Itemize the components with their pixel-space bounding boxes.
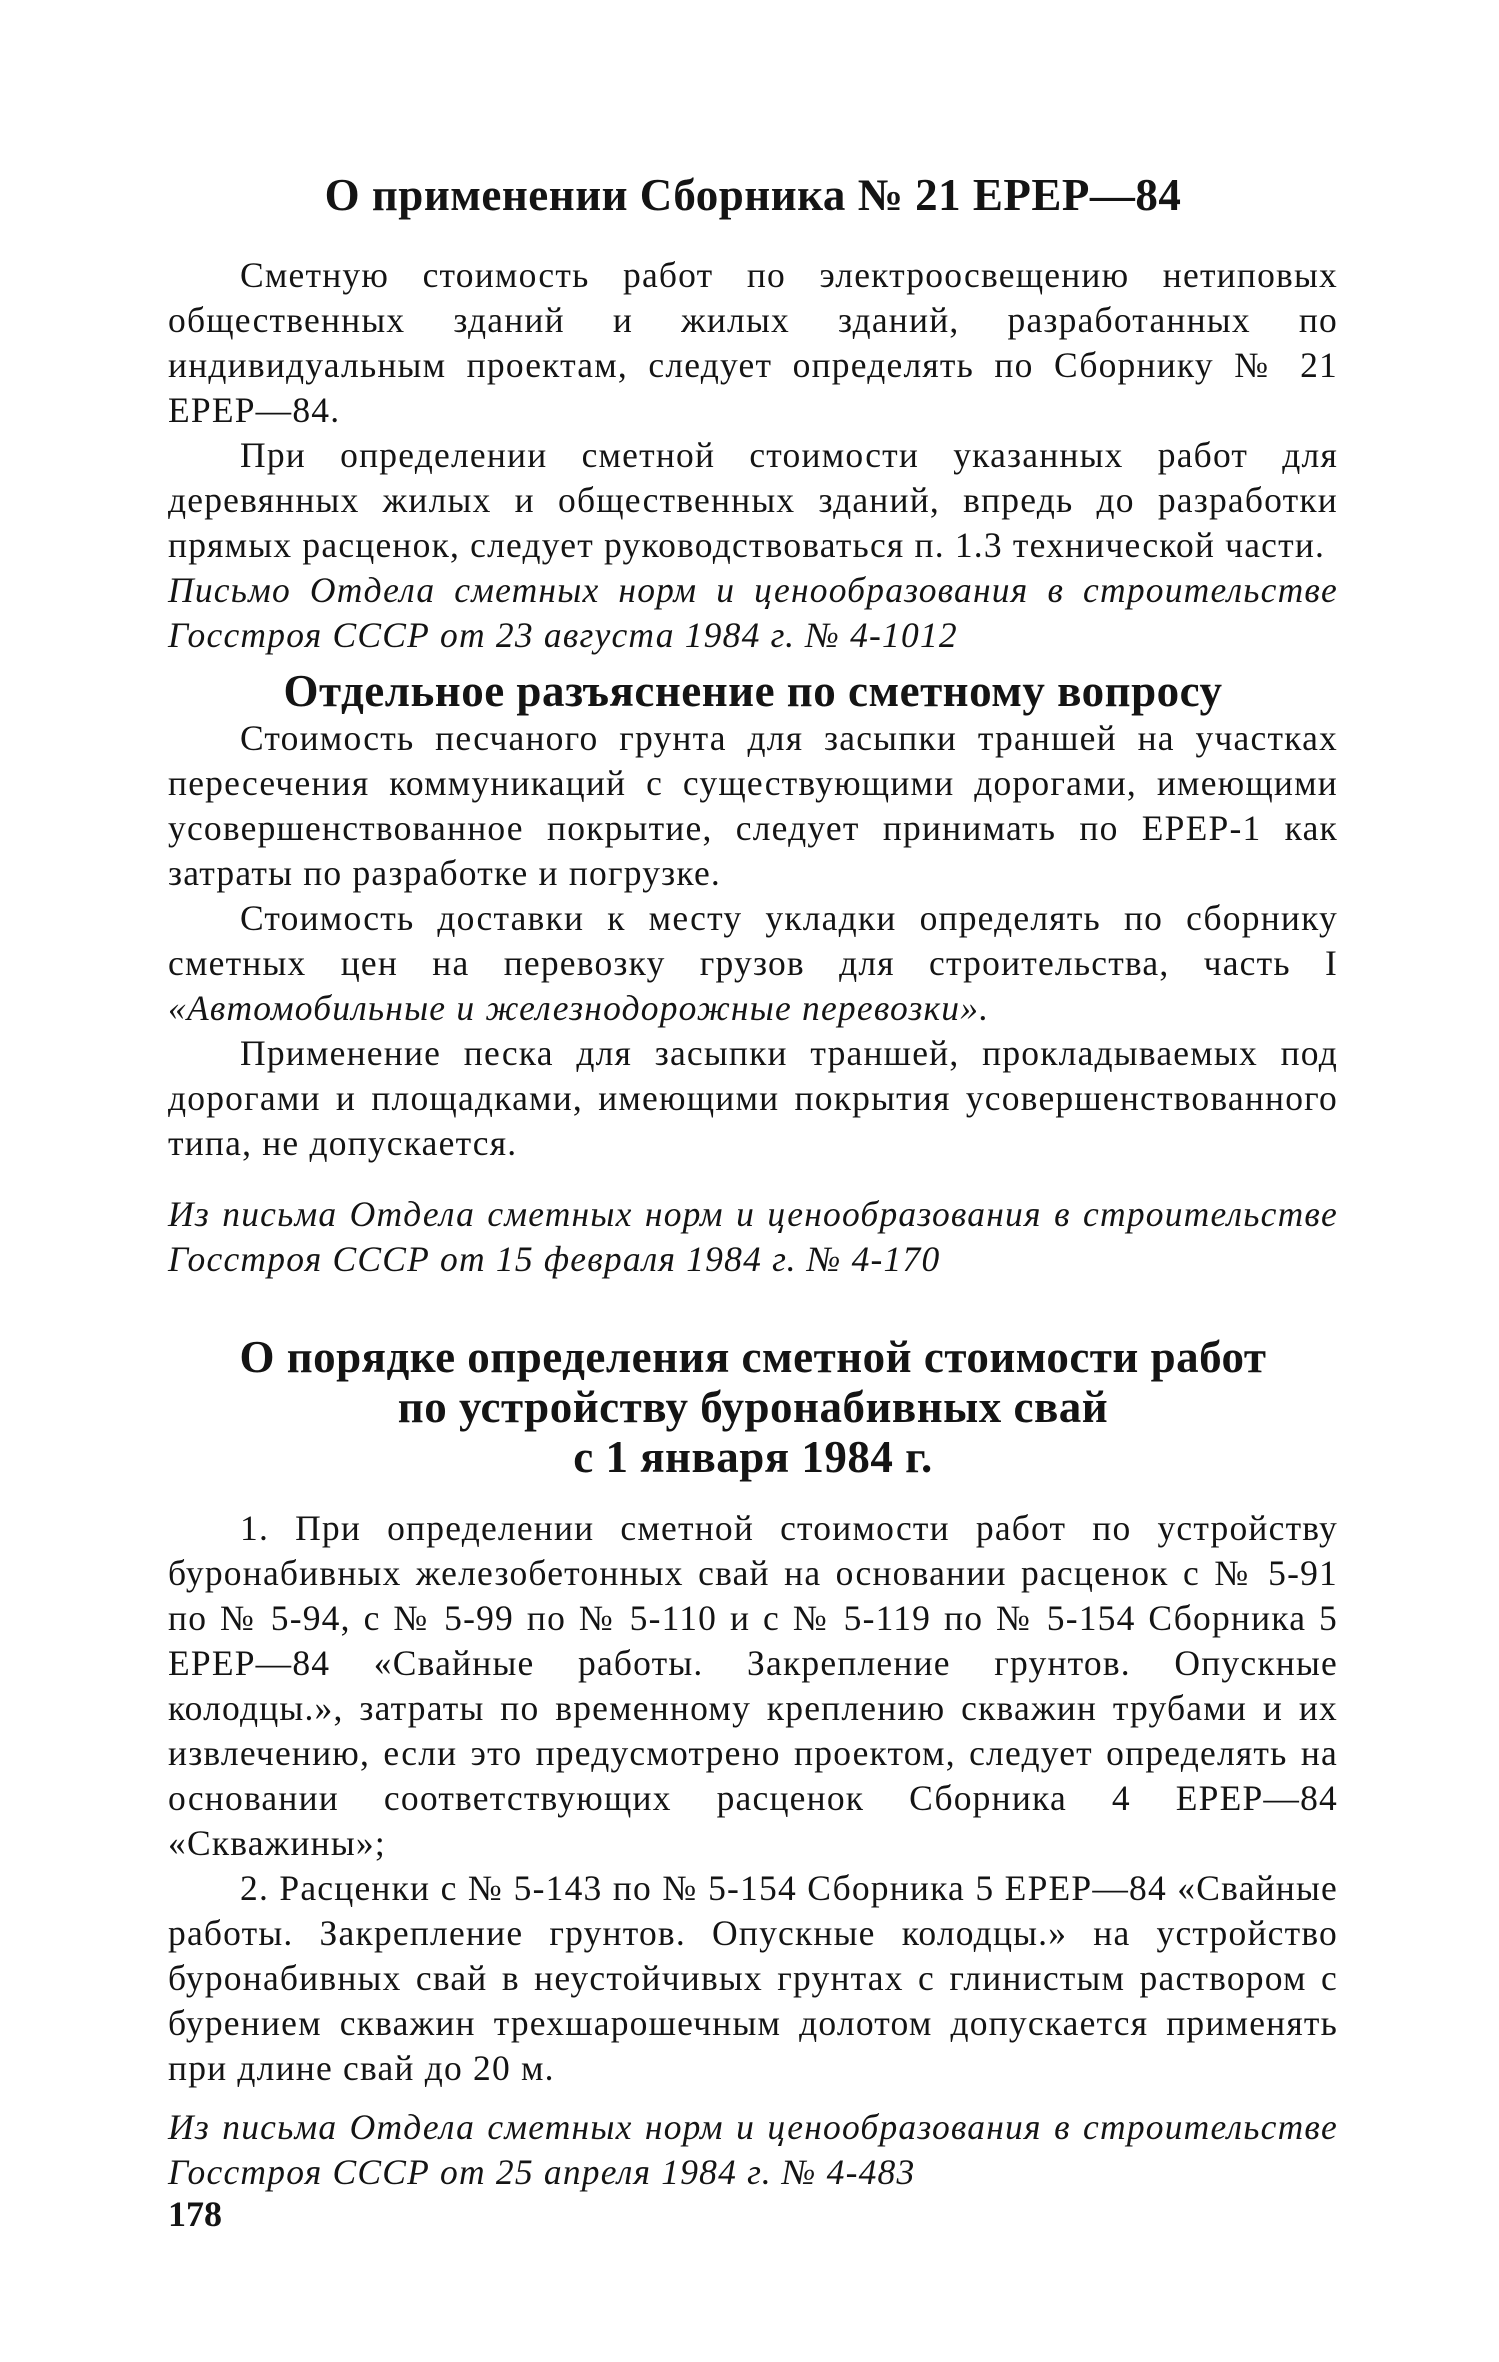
section2-paragraph-2-text: Стоимость доставки к месту укладки определять по сборнику сметных цен на перевозку грузов для строительства, часть I	[168, 898, 1338, 983]
section2-source-note: Из письма Отдела сметных норм и ценообразования в строительстве Госстроя СССР от 15 февраля 1984 г. № 4-170	[168, 1194, 1338, 1279]
section2-paragraph-2-italic: «Автомобильные и железнодорожные перевозки».	[168, 988, 990, 1028]
section3-title	[168, 1332, 1338, 1482]
section2-title: Отдельное разъяснение по сметному вопросу	[283, 666, 1223, 716]
document-page	[168, 170, 1338, 2195]
section3-source-note: Из письма Отдела сметных норм и ценообразования в строительстве Госстроя СССР от 25 апреля 1984 г. № 4-483	[168, 2107, 1338, 2192]
section3-title-line-2: по устройству буронабивных свай	[397, 1382, 1109, 1432]
section1-paragraph-1: Сметную стоимость работ по электроосвещению нетиповых общественных зданий и жилых зданий, разработанных по индивидуальным проектам, следует определять по Сборнику № 21 ЕРЕР—84.	[168, 255, 1338, 430]
section3-item-2: 2. Расценки с № 5-143 по № 5-154 Сборника 5 ЕРЕР—84 «Свайные работы. Закрепление грунтов. Опускные колодцы.» на устройство буронабивных свай в неустойчивых грунтах с глинистым раствором с бурением скважин трехшарошечным долотом допускается применять при длине свай до 20 м.	[168, 1868, 1338, 2088]
section2-paragraph-2	[168, 896, 1338, 1031]
section3-title-line-3: с 1 января 1984 г.	[573, 1432, 933, 1482]
section3-title-line-1: О порядке определения сметной стоимости работ	[239, 1332, 1267, 1382]
section2-paragraph-3: Применение песка для засыпки траншей, прокладываемых под дорогами и площадками, имеющими покрытия усовершенствованного типа, не допускается.	[168, 1033, 1338, 1163]
section1-source-note: Письмо Отдела сметных норм и ценообразования в строительстве Госстроя СССР от 23 августа 1984 г. № 4-1012	[168, 570, 1338, 655]
section2-paragraph-1: Стоимость песчаного грунта для засыпки траншей на участках пересечения коммуникаций с существующими дорогами, имеющими усовершенствованное покрытие, следует принимать по ЕРЕР-1 как затраты по разработке и погрузке.	[168, 718, 1338, 893]
section1-paragraph-2: При определении сметной стоимости указанных работ для деревянных жилых и общественных зданий, впредь до разработки прямых расценок, следует руководствоваться п. 1.3 технической части.	[168, 435, 1338, 565]
section3-item-1: 1. При определении сметной стоимости работ по устройству буронабивных железобетонных свай на основании расценок с № 5-91 по № 5-94, с № 5-99 по № 5-110 и с № 5-119 по № 5-154 Сборника 5 ЕРЕР—84 «Свайные работы. Закрепление грунтов. Опускные колодцы.», затраты по временному креплению скважин трубами и их извлечению, если это предусмотрено проектом, следует определять на основании соответствующих расценок Сборника 4 ЕРЕР—84 «Скважины»;	[168, 1508, 1338, 1863]
section1-title: О применении Сборника № 21 ЕРЕР—84	[324, 170, 1182, 220]
page-number: 178	[168, 2194, 222, 2234]
